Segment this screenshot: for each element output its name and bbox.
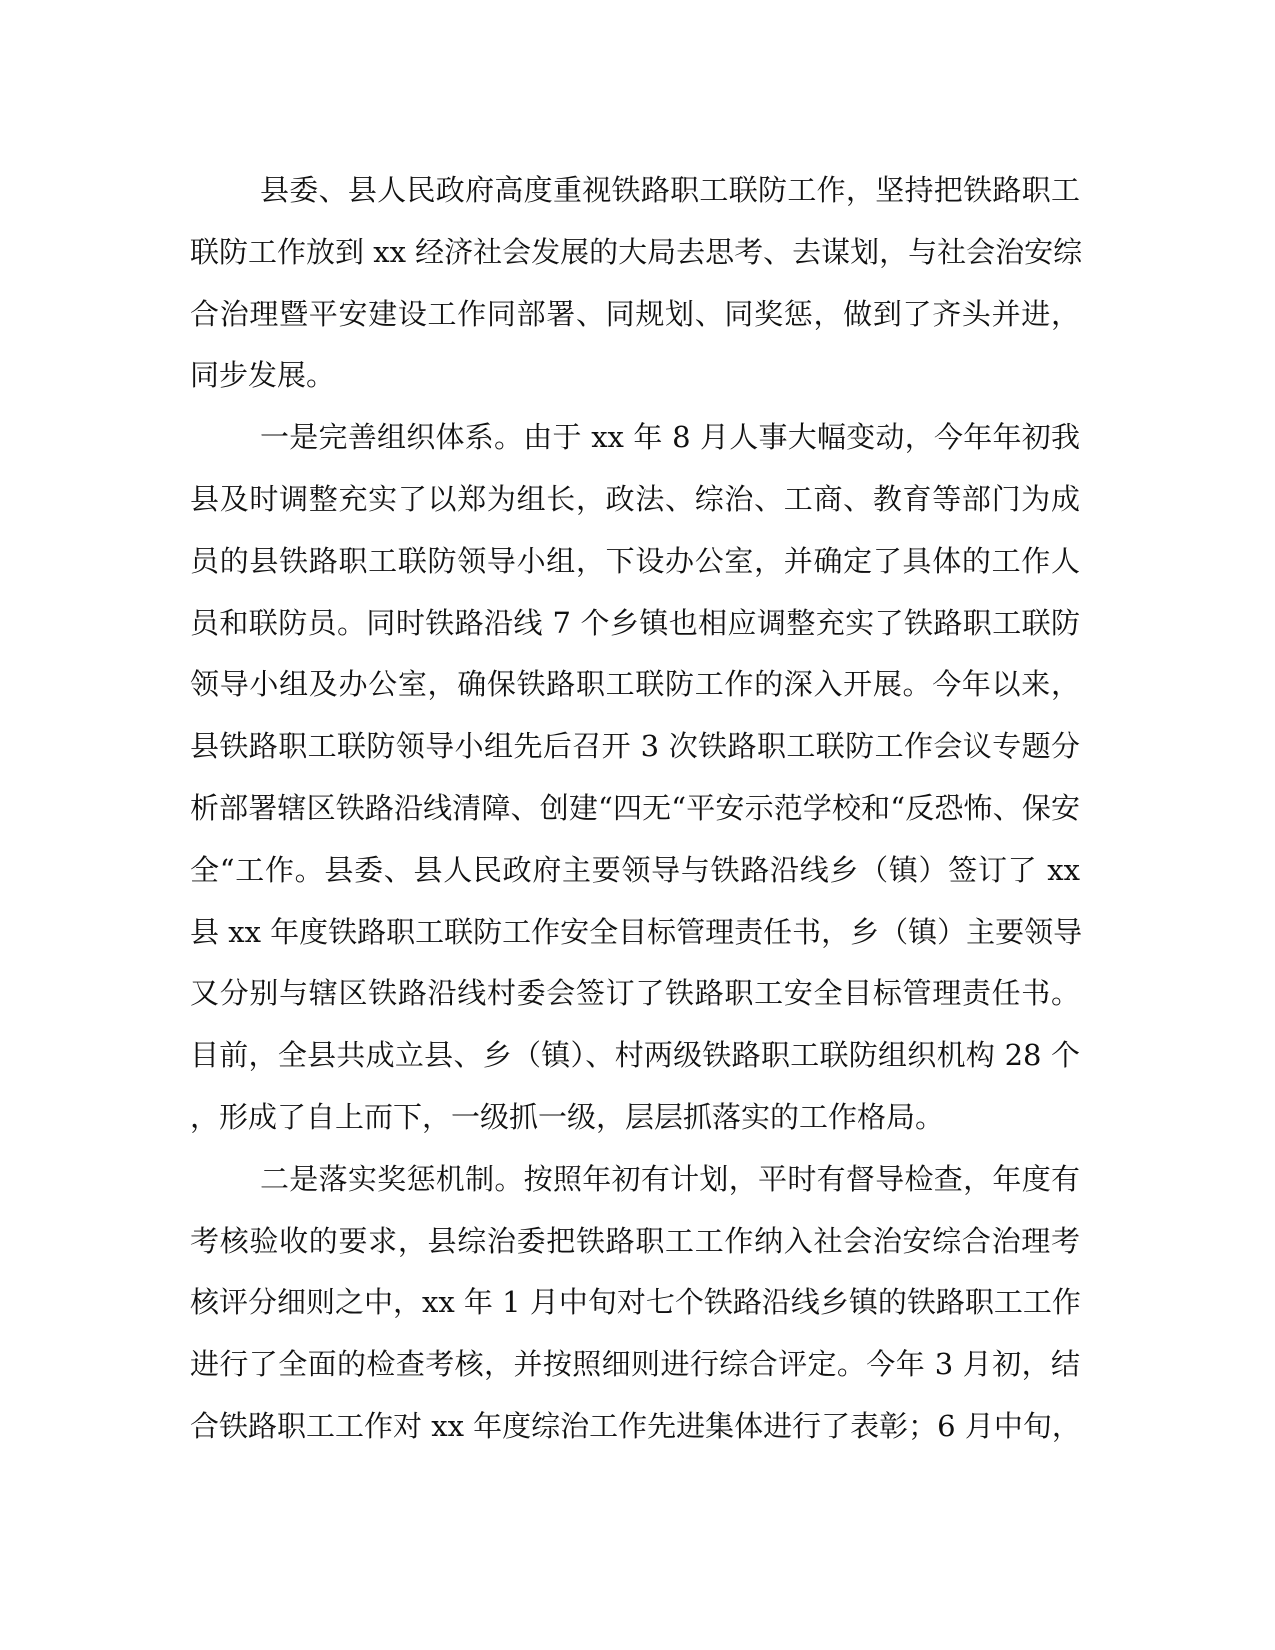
paragraph-2: [190, 407, 1083, 1149]
text-line: 同步发展。: [190, 358, 336, 393]
text-line: 县及时调整充实了以郑为组长，政法、综治、工商、教育等部门为成: [190, 481, 1080, 516]
body-text: [190, 160, 1083, 1458]
text-line: 一是完善组织体系。由于 xx 年 8 月人事大幅变动，今年年初我: [260, 420, 1080, 455]
text-line: 县委、县人民政府高度重视铁路职工联防工作，坚持把铁路职工: [260, 173, 1080, 207]
text-line: 合治理暨平安建设工作同部署、同规划、同奖惩，做到了齐头并进，: [190, 296, 1080, 331]
text-line: 合铁路职工工作对 xx 年度综治工作先进集体进行了表彰；6 月中旬，: [190, 1408, 1081, 1443]
text-line: 进行了全面的检查考核，并按照细则进行综合评定。今年 3 月初，结: [190, 1347, 1080, 1382]
paragraph-1: [190, 160, 1083, 407]
text-line: 县铁路职工联防领导小组先后召开 3 次铁路职工联防工作会议专题分: [190, 729, 1080, 764]
text-line: 析部署辖区铁路沿线清障、创建“四无“平安示范学校和“反恐怖、保安: [190, 790, 1080, 825]
text-line: 目前，全县共成立县、乡（镇）、村两级铁路职工联防组织机构 28 个: [190, 1038, 1080, 1073]
text-line: 联防工作放到 xx 经济社会发展的大局去思考、去谋划，与社会治安综: [190, 234, 1083, 269]
text-line: 又分别与辖区铁路沿线村委会签订了铁路职工安全目标管理责任书。: [190, 976, 1080, 1011]
text-line: 员的县铁路职工联防领导小组，下设办公室，并确定了具体的工作人: [190, 543, 1080, 578]
text-line: 考核验收的要求，县综治委把铁路职工工作纳入社会治安综合治理考: [190, 1223, 1080, 1258]
text-line: 领导小组及办公室，确保铁路职工联防工作的深入开展。今年以来，: [190, 667, 1080, 702]
paragraph-3: [190, 1149, 1080, 1458]
text-line: 员和联防员。同时铁路沿线 7 个乡镇也相应调整充实了铁路职工联防: [190, 605, 1080, 640]
text-line: 核评分细则之中，xx 年 1 月中旬对七个铁路沿线乡镇的铁路职工工作: [190, 1285, 1081, 1320]
text-line: 二是落实奖惩机制。按照年初有计划，平时有督导检查，年度有: [260, 1161, 1080, 1196]
text-line: 全“工作。县委、县人民政府主要领导与铁路沿线乡（镇）签订了 xx: [190, 852, 1080, 887]
text-line: ，形成了自上而下，一级抓一级，层层抓落实的工作格局。: [190, 1099, 945, 1134]
text-line: 县 xx 年度铁路职工联防工作安全目标管理责任书，乡（镇）主要领导: [190, 914, 1083, 949]
